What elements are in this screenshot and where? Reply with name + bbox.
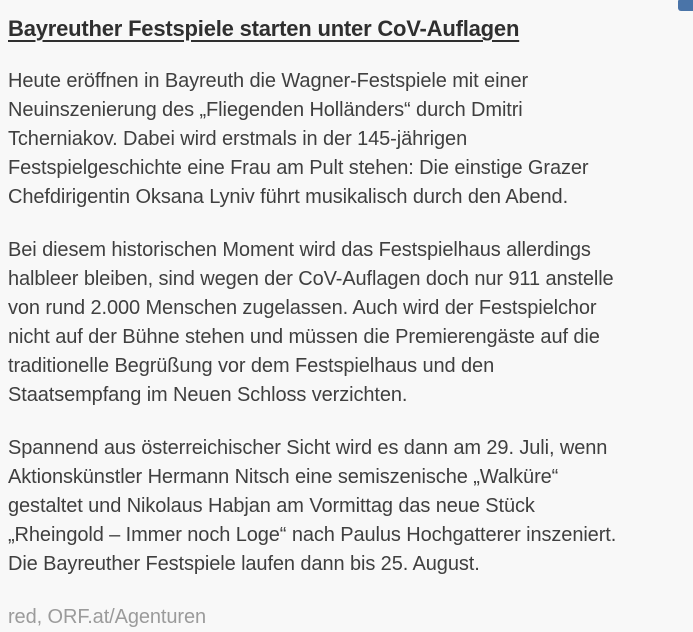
article-line: Spannend aus österreichischer Sicht wird es dann am 29. Juli, wenn (8, 437, 608, 459)
article-title: Bayreuther Festspiele starten unter CoV-Auflagen (8, 16, 520, 41)
article-line: Die Bayreuther Festspiele laufen dann bis 25. August. (8, 553, 480, 575)
article-line: Festspielgeschichte eine Frau am Pult stehen: Die einstige Grazer (8, 157, 589, 179)
article-byline: red, ORF.at/Agenturen (8, 606, 207, 628)
article-paragraph (8, 434, 685, 579)
article-paragraph (8, 236, 685, 410)
article-line: von rund 2.000 Menschen zugelassen. Auch wird der Festspielchor (8, 297, 597, 319)
article-line: gestaltet und Nikolaus Habjan am Vormittag das neue Stück (8, 495, 535, 517)
article-paragraph (8, 67, 685, 212)
article-line: Chefdirigentin Oksana Lyniv führt musikalisch durch den Abend. (8, 186, 569, 208)
article-line: Staatsempfang im Neuen Schloss verzichten. (8, 384, 408, 406)
article-line: Bei diesem historischen Moment wird das Festspielhaus allerdings (8, 239, 591, 261)
article-line: Heute eröffnen in Bayreuth die Wagner-Festspiele mit einer (8, 70, 529, 92)
article-line: Tcherniakov. Dabei wird erstmals in der 145-jährigen (8, 128, 468, 150)
article-line: Neuinszenierung des „Fliegenden Holländers“ durch Dmitri (8, 99, 523, 121)
article-line: traditionelle Begrüßung vor dem Festspielhaus und den (8, 355, 495, 377)
cut-off-blue-element (678, 0, 693, 11)
article-line: Aktionskünstler Hermann Nitsch eine semiszenische „Walküre“ (8, 466, 559, 488)
article-line: „Rheingold – Immer noch Loge“ nach Paulus Hochgatterer inszeniert. (8, 524, 617, 546)
article-headline-wrap (8, 7, 685, 67)
article-line: nicht auf der Bühne stehen und müssen die Premierengäste auf die (8, 326, 600, 348)
article-line: halbleer bleiben, sind wegen der CoV-Auflagen doch nur 911 anstelle (8, 268, 614, 290)
